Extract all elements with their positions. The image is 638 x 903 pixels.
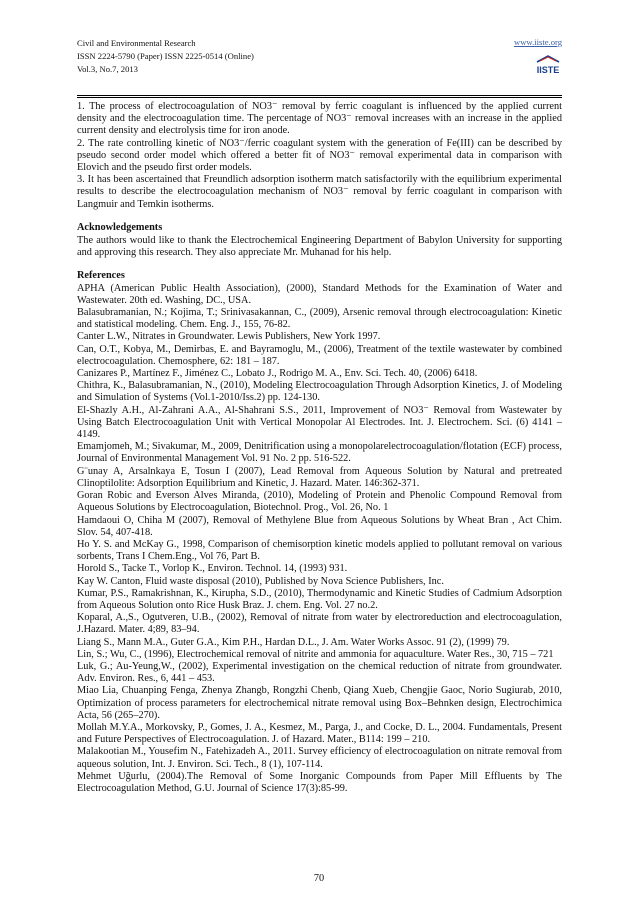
conclusion-item: 1. The process of electrocoagulation of NO3⁻ removal by ferric coagulant is influenced by the applied current density and the electrocoagulation time. The percentage of NO3⁻ removal increases with an increase in the applied current density and electrolysis time for iron anode. xyxy=(77,101,562,137)
reference-item: Goran Robic and Everson Alves Miranda, (2010), Modeling of Protein and Phenolic Compound Removal from Aqueous Solutions by Electrocoagulation, Biotechnol. Prog., Vol. 26, No. 1 xyxy=(77,490,562,514)
page-body xyxy=(77,101,562,795)
reference-item: Ho Y. S. and McKay G., 1998, Comparison of chemisorption kinetic models applied to pollutant removal on various sorbents, Trans I Chem.Eng., Vol 76, Part B. xyxy=(77,538,562,563)
reference-item: Canter L.W., Nitrates in Groundwater. Lewis Publishers, New York 1997. xyxy=(77,331,381,343)
reference-item: Malakootian M., Yousefim N., Fatehizadeh A., 2011. Survey efficiency of electrocoagulation on nitrate removal from aqueous solution, Int. J. Environ. Sci. Tech., 8 (1), 107-114. xyxy=(77,746,562,770)
reference-item: Koparal, A.,S., Ogutveren, U.B., (2002), Removal of nitrate from water by electroreduction and electrocoagulation, J.Hazard. Mater. 4;89, 83–94. xyxy=(77,612,562,636)
journal-url-link[interactable]: www.iiste.org xyxy=(514,37,562,47)
reference-item: Liang S., Mann M.A., Guter G.A., Kim P.H., Hardan D.L., J. Am. Water Works Assoc. 91 (2), (1999) 79. xyxy=(77,636,510,648)
conclusions-section xyxy=(77,101,562,211)
reference-item: Mollah M.Y.A., Morkovsky, P., Gomes, J. A., Kesmez, M., Parga, J., and Cocke, D. L., 2004. Fundamentals, Present and Future Perspectives of Electrocoagulation. J. of Hazard. Mater., B114: 199 – 210. xyxy=(77,721,562,746)
conclusion-item: 2. The rate controlling kinetic of NO3⁻/ferric coagulant system with the generation of Fe(III) can be described by pseudo second order model which offered a better fit of NO3⁻ removal experimental data in comparison with Elovich and the pseudo first order models. xyxy=(77,137,562,174)
reference-item: Emamjomeh, M.; Sivakumar, M., 2009, Denitrification using a monopolarelectrocoagulation/flotation (ECF) process, Journal of Environmental Management Vol. 91 No. 2 pp. 516-522. xyxy=(77,441,562,465)
reference-item: Horold S., Tacke T., Vorlop K., Environ. Technol. 14, (1993) 931. xyxy=(77,563,348,575)
svg-text:IISTE: IISTE xyxy=(536,65,560,75)
journal-name: Civil and Environmental Research xyxy=(77,38,196,48)
reference-item: Can, O.T., Kobya, M., Demirbas, E. and Bayramoglu, M., (2006), Treatment of the textile wastewater by combined electrocoagulation. Chemosphere, 62: 181 – 187. xyxy=(77,343,562,367)
journal-issn: ISSN 2224-5790 (Paper) ISSN 2225-0514 (Online) xyxy=(77,51,254,61)
reference-item: Canizares P., Martínez F., Jiménez C., Lobato J., Rodrigo M. A., Env. Sci. Tech. 40, (2006) 6418. xyxy=(77,368,478,380)
conclusion-item: 3. It has been ascertained that Freundlich adsorption isotherm match satisfactorily with the equilibrium experimental results to describe the electrocoagulation mechanism of NO3⁻ removal by ferric coagulant in comparison with Langmuir and Temkin isotherms. xyxy=(77,174,562,210)
acknowledgements-heading: Acknowledgements xyxy=(77,222,163,234)
reference-item: Chithra, K., Balasubramanian, N., (2010), Modeling Electrocoagulation Through Adsorption Kinetics, J. of Modeling and Simulation of Systems (Vol.1-2010/Iss.2) pp. 124-130. xyxy=(77,380,562,404)
journal-volume: Vol.3, No.7, 2013 xyxy=(77,64,138,74)
reference-item: Mehmet Uğurlu, (2004).The Removal of Some Inorganic Compounds from Paper Mill Effluents by The Electrocoagulation Method, G.U. Journal of Science 17(3):85-99. xyxy=(77,770,562,794)
header-divider-thick xyxy=(77,95,562,96)
acknowledgements-text: The authors would like to thank the Electrochemical Engineering Department of Babylon University for supporting and approving this research. They also appreciate Mr. Muhanad for his help. xyxy=(77,234,562,258)
reference-item: APHA (American Public Health Association), (2000), Standard Methods for the Examination of Water and Wastewater. 20th ed. Washing, DC., USA. xyxy=(77,282,562,306)
reference-item: Kay W. Canton, Fluid waste disposal (2010), Published by Nova Science Publishers, Inc. xyxy=(77,575,444,587)
reference-item: Luk, G.; Au-Yeung,W., (2002), Experimental investigation on the chemical reduction of nitrate from groundwater. Adv. Environ. Res., 6, 441 – 453. xyxy=(77,660,562,685)
iiste-logo xyxy=(534,53,562,77)
reference-item: Balasubramanian, N.; Kojima, T.; Srinivasakannan, C., (2009), Arsenic removal through electrocoagulation: Kinetic and statistical modeling. Chem. Eng. J., 155, 76-82. xyxy=(77,307,562,331)
reference-item: Lin, S.; Wu, C., (1996), Electrochemical removal of nitrite and ammonia for aquaculture. Water Res., 30, 715 – 721 xyxy=(77,648,554,660)
reference-item: Hamdaoui O, Chiha M (2007), Removal of Methylene Blue from Aqueous Solutions by Wheat Bran , Act Chim. Slov. 54, 407-418. xyxy=(77,514,562,538)
page-header xyxy=(77,37,562,95)
references-list xyxy=(77,283,562,796)
reference-item: Kumar, P.S., Ramakrishnan, K., Kirupha, S.D., (2010), Thermodynamic and Kinetic Studies of Cadmium Adsorption from Aqueous Solution onto Rice Husk Braz. J. chem. Eng. Vol. 27 no.2. xyxy=(77,587,562,611)
reference-item: El-Shazly A.H., Al-Zahrani A.A., Al-Shahrani S.S., 2011, Improvement of NO3⁻ Removal from Wastewater by Using Batch Electrocoagulation Unit with Vertical Monopolar Al Electrodes. Int. J. Electrochem. Sci. (6) 4141 – 4149. xyxy=(77,404,562,441)
reference-item: Miao Lia, Chuanping Fenga, Zhenya Zhangb, Rongzhi Chenb, Qiang Xueb, Chengjie Gaoc, Norio Sugiurab, 2010, Optimization of process parameters for electrochemical nitrate removal using Box–Behnken design, Electrochimica Acta, 56 (265–270). xyxy=(77,685,562,721)
reference-item: G¨unay A, Arsalnkaya E, Tosun I (2007), Lead Removal from Aqueous Solution by Natural and pretreated Clinoptilolite: Adsorption Equilibrium and Kinetic, J. Hazard. Mater. 146:362-371. xyxy=(77,465,562,489)
references-heading: References xyxy=(77,270,125,282)
page-number: 70 xyxy=(313,873,325,884)
header-divider-thin xyxy=(77,97,562,98)
